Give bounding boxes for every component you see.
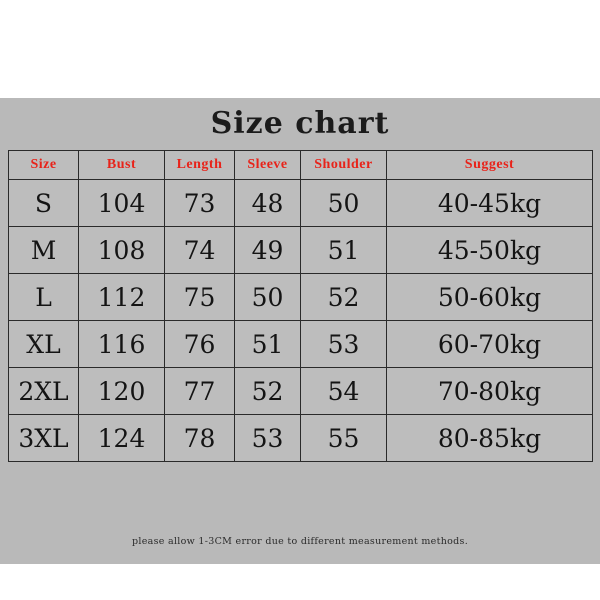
table-row xyxy=(9,368,593,415)
cell-suggest: 60-70kg xyxy=(387,321,593,368)
cell-suggest: 70-80kg xyxy=(387,368,593,415)
column-header-shoulder: Shoulder xyxy=(301,151,387,180)
cell-sleeve: 50 xyxy=(235,274,301,321)
table-row xyxy=(9,415,593,462)
column-header-length: Length xyxy=(165,151,235,180)
cell-length: 78 xyxy=(165,415,235,462)
cell-shoulder: 52 xyxy=(301,274,387,321)
cell-length: 73 xyxy=(165,180,235,227)
cell-size: 3XL xyxy=(9,415,79,462)
cell-bust: 120 xyxy=(79,368,165,415)
cell-size: M xyxy=(9,227,79,274)
cell-bust: 124 xyxy=(79,415,165,462)
page-title: Size chart xyxy=(210,106,390,141)
cell-size: XL xyxy=(9,321,79,368)
size-table xyxy=(8,150,593,462)
cell-shoulder: 55 xyxy=(301,415,387,462)
cell-length: 77 xyxy=(165,368,235,415)
cell-shoulder: 54 xyxy=(301,368,387,415)
table-header-row xyxy=(9,151,593,180)
table-row xyxy=(9,180,593,227)
measurement-note: please allow 1-3CM error due to different measurement methods. xyxy=(131,536,469,547)
cell-sleeve: 52 xyxy=(235,368,301,415)
cell-length: 76 xyxy=(165,321,235,368)
cell-bust: 116 xyxy=(79,321,165,368)
cell-suggest: 50-60kg xyxy=(387,274,593,321)
cell-shoulder: 50 xyxy=(301,180,387,227)
cell-sleeve: 51 xyxy=(235,321,301,368)
table-row xyxy=(9,274,593,321)
size-chart-banner xyxy=(0,98,600,564)
table-row xyxy=(9,227,593,274)
cell-suggest: 80-85kg xyxy=(387,415,593,462)
column-header-size: Size xyxy=(9,151,79,180)
cell-size: S xyxy=(9,180,79,227)
column-header-sleeve: Sleeve xyxy=(235,151,301,180)
column-header-suggest: Suggest xyxy=(387,151,593,180)
cell-size: 2XL xyxy=(9,368,79,415)
cell-length: 74 xyxy=(165,227,235,274)
cell-bust: 108 xyxy=(79,227,165,274)
cell-bust: 112 xyxy=(79,274,165,321)
table-row xyxy=(9,321,593,368)
cell-shoulder: 53 xyxy=(301,321,387,368)
cell-length: 75 xyxy=(165,274,235,321)
cell-shoulder: 51 xyxy=(301,227,387,274)
cell-sleeve: 53 xyxy=(235,415,301,462)
cell-size: L xyxy=(9,274,79,321)
cell-suggest: 45-50kg xyxy=(387,227,593,274)
cell-sleeve: 48 xyxy=(235,180,301,227)
size-table-wrapper xyxy=(8,150,592,547)
cell-suggest: 40-45kg xyxy=(387,180,593,227)
column-header-bust: Bust xyxy=(79,151,165,180)
cell-sleeve: 49 xyxy=(235,227,301,274)
cell-bust: 104 xyxy=(79,180,165,227)
